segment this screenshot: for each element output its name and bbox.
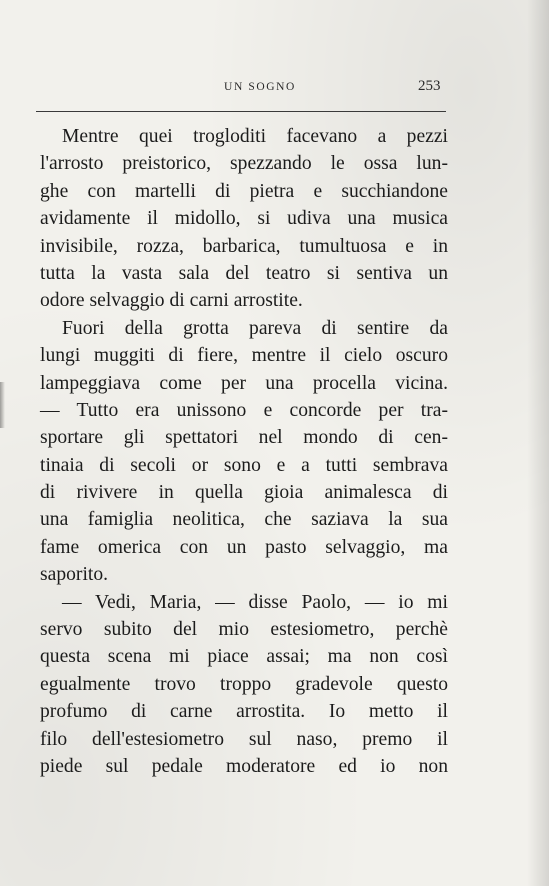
text-line: di rivivere in quella gioia animalesca di [40,482,448,504]
running-title: UN SOGNO [224,81,296,93]
running-head [0,78,549,98]
text-line: avidamente il midollo, si udiva una musica [40,208,448,230]
text-line: l'arrosto preistorico, spezzando le ossa lun- [40,153,448,175]
text-line: lampeggiava come per una procella vicina. [40,372,448,394]
page-edge-shadow [527,0,549,886]
text-line: tinaia di secoli or sono e a tutti sembrava [40,454,448,476]
text-line: lungi muggiti di fiere, mentre il cielo oscuro [40,345,448,367]
text-line: invisibile, rozza, barbarica, tumultuosa e in [40,235,448,257]
body-text [40,123,448,780]
text-line: piede sul pedale moderatore ed io non [40,755,448,777]
text-line: egualmente trovo troppo gradevole questo [40,673,448,695]
text-line: una famiglia neolitica, che saziava la sua [40,509,448,531]
page-number: 253 [418,78,441,94]
text-line: servo subito del mio estesiometro, perchè [40,619,448,641]
text-line: filo dell'estesiometro sul naso, premo il [40,728,448,750]
text-line: — Vedi, Maria, — disse Paolo, — io mi [62,591,448,613]
text-line: Fuori della grotta pareva di sentire da [62,317,448,339]
text-line: profumo di carne arrostita. Io metto il [40,701,448,723]
header-rule [36,111,446,112]
text-line: tutta la vasta sala del teatro si sentiva un [40,262,448,284]
text-line: ghe con martelli di pietra e succhiandone [40,180,448,202]
text-line: odore selvaggio di carni arrostite. [40,290,303,312]
text-line: Mentre quei trogloditi facevano a pezzi [62,126,448,147]
text-line: fame omerica con un pasto selvaggio, ma [40,536,448,558]
text-line: — Tutto era unissono e concorde per tra- [40,399,448,421]
binding-mark [0,382,5,428]
text-line: sportare gli spettatori nel mondo di cen- [40,427,448,449]
text-line: saporito. [40,564,109,586]
text-line: questa scena mi piace assai; ma non così [40,646,448,668]
